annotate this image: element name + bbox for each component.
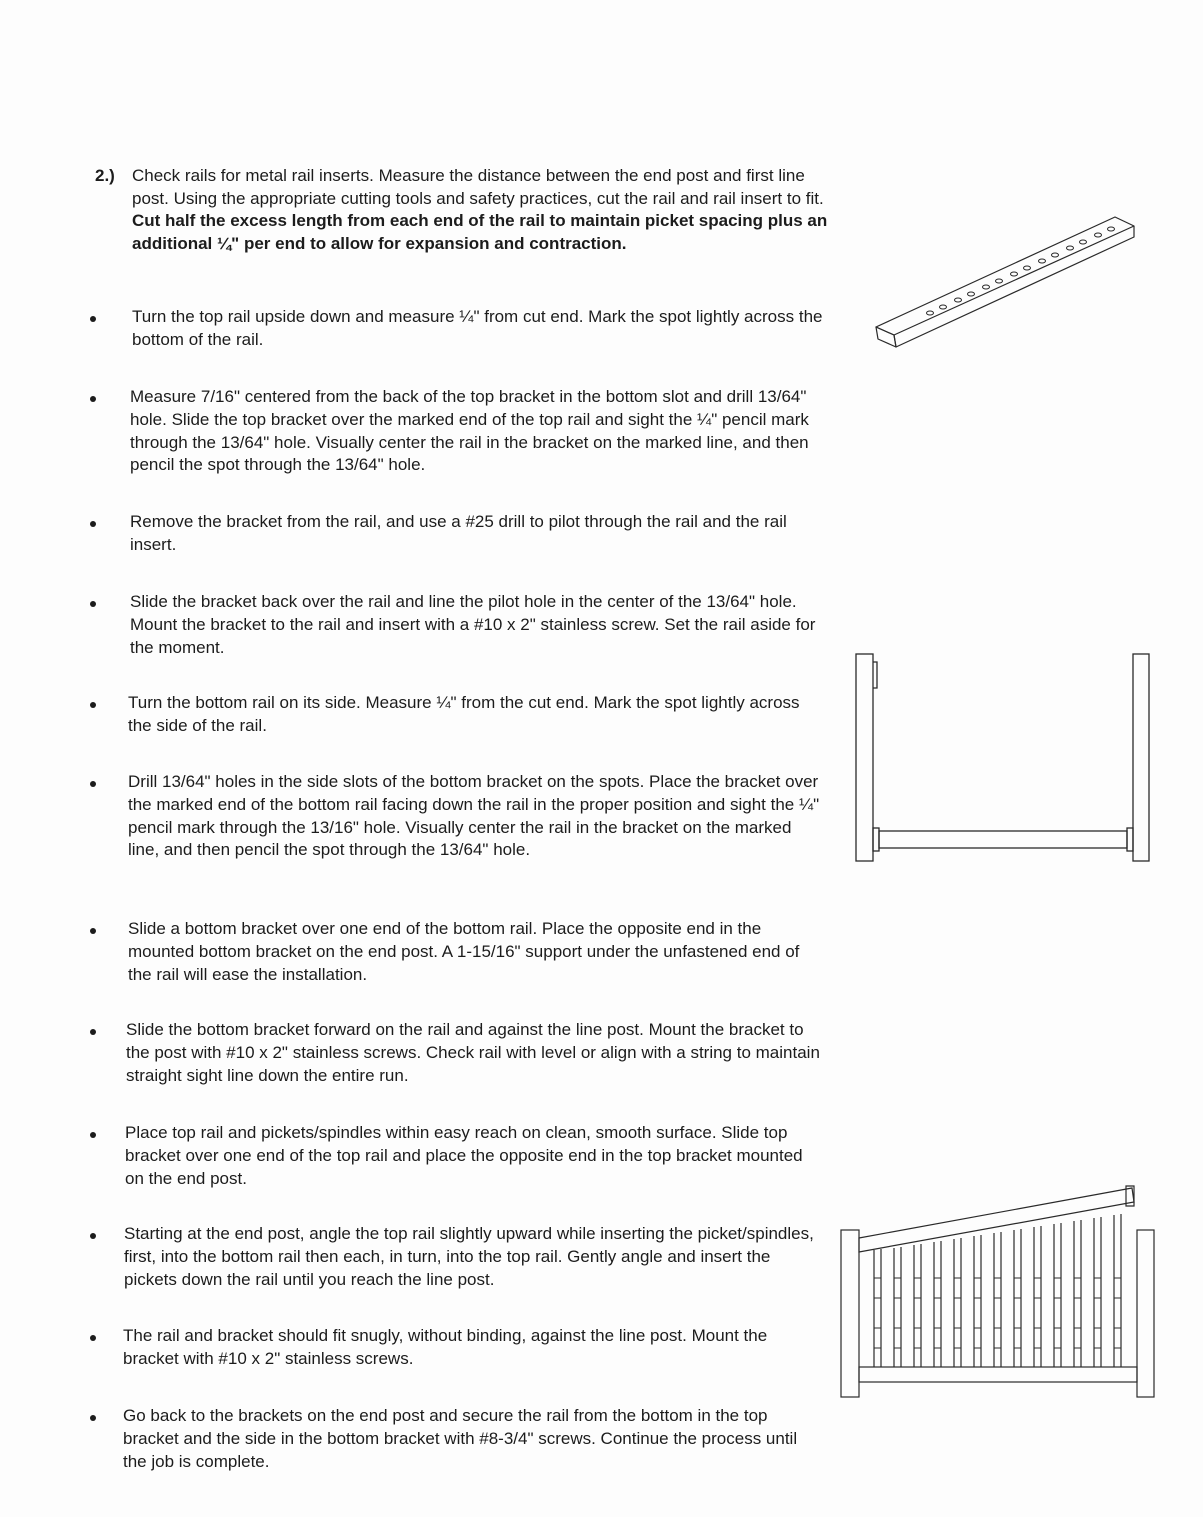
instruction-bullet [90,1325,825,1371]
rail-top-face [876,217,1134,335]
bullet-text: Slide the bottom bracket forward on the rail and against the line post. Mount the bracket to the post with #10 x 2" stainless screws. Check rail with level or align with a string to maintain straight sight line down the entire run. [126,1020,820,1085]
bullet-dot [90,396,96,402]
step-2 [95,165,835,255]
bullet-dot [90,702,96,708]
bottom-bracket-right [1127,828,1133,851]
bullet-text: Slide the bracket back over the rail and line the pilot hole in the center of the 13/64" hole. Mount the bracket to the rail and insert with a #10 x 2" stainless screw. Set the rail aside for the moment. [130,592,816,657]
bullet-dot [90,1233,96,1239]
bullet-text: Slide a bottom bracket over one end of the bottom rail. Place the opposite end in the mounted bottom bracket on the end post. A 1-15/16" support under the unfastened end of the rail will ease the installation. [128,919,800,984]
picket-assembly-illustration [838,1178,1163,1403]
bullet-dot [90,601,96,607]
rail-end-face [876,327,896,347]
step-number: 2.) [95,166,115,185]
pickets [874,1214,1121,1367]
bullet-text: Drill 13/64" holes in the side slots of the bottom bracket on the spots. Place the bracket over the marked end of the bottom rail facing down the rail in the proper position and sight the ¼" pencil mark through the 13/16" hole. Visually center the rail in the bracket on the marked line, and then pencil the spot through the 13/64" hole. [128,772,820,860]
bullet-text: Go back to the brackets on the end post and secure the rail from the bottom in the top bracket and the side in the bottom bracket with #8-3/4" screws. Continue the process until the job is complete. [123,1406,798,1471]
instruction-bullet [90,511,825,557]
instruction-bullet [90,918,825,986]
instruction-bullet [90,692,825,738]
instruction-bullet [90,1405,825,1473]
step-text-bold: Cut half the excess length from each end of the rail to maintain picket spacing plus an additional ¼" per end to allow for expansion and contraction. [132,211,828,253]
bullet-dot [90,521,96,527]
instruction-bullet [90,591,825,659]
end-post [841,1230,859,1397]
bullet-text: Measure 7/16" centered from the back of the top bracket in the bottom slot and drill 13/64" hole. Slide the top bracket over the marked end of the top rail and sight the ¼" pencil mark through the 13/64" hole. Visually center the rail in the bracket on the marked line, and then pencil the spot through the 13/64" hole. [130,387,809,475]
step-text [132,165,835,255]
bottom-rail-illustration [850,648,1155,868]
picket-turnings [874,1278,1121,1348]
instruction-bullet [90,386,825,477]
bullet-dot [90,928,96,934]
instruction-bullet [90,1019,825,1087]
instruction-bullet [90,771,825,862]
bullet-dot [90,1335,96,1341]
bullet-text: Starting at the end post, angle the top rail slightly upward while inserting the picket/spindles, first, into the bottom rail then each, in turn, into the top rail. Gently angle and insert the pickets down the rail until you reach the line post. [124,1224,814,1289]
bullet-text: Turn the bottom rail on its side. Measure ¼" from the cut end. Mark the spot lightly across the side of the rail. [128,693,800,735]
instruction-bullet [90,306,825,352]
line-post [1133,654,1149,861]
rail-slot-row [927,227,1115,315]
bullet-text: Remove the bracket from the rail, and use a #25 drill to pilot through the rail and the rail insert. [130,512,787,554]
rail-side-face [894,226,1134,347]
end-post [856,654,873,861]
bullet-text: The rail and bracket should fit snugly, without binding, against the line post. Mount the bracket with #10 x 2" stainless screws. [123,1326,768,1368]
bullet-dot [90,781,96,787]
bullet-dot [90,1132,96,1138]
step-text-plain: Check rails for metal rail inserts. Measure the distance between the end post and first line post. Using the appropriate cutting tools and safety practices, cut the rail and rail insert to fit. [132,166,824,208]
bullet-text: Place top rail and pickets/spindles within easy reach on clean, smooth surface. Slide top bracket over one end of the top rail and place the opposite end in the top bracket mounted on the end post. [125,1123,803,1188]
instruction-bullet [90,1223,825,1291]
instruction-bullet [90,1122,825,1190]
bottom-rail [879,831,1127,848]
bottom-rail [859,1367,1137,1382]
bullet-dot [90,1029,96,1035]
rail-assembly-frame [841,1186,1154,1397]
bottom-bracket-left [873,828,879,851]
bullet-text: Turn the top rail upside down and measure ¼" from cut end. Mark the spot lightly across the bottom of the rail. [132,307,823,349]
top-rail-illustration [870,210,1140,360]
bullet-dot [90,316,96,322]
line-post [1137,1230,1154,1397]
bullet-dot [90,1415,96,1421]
angled-top-rail [859,1188,1134,1252]
